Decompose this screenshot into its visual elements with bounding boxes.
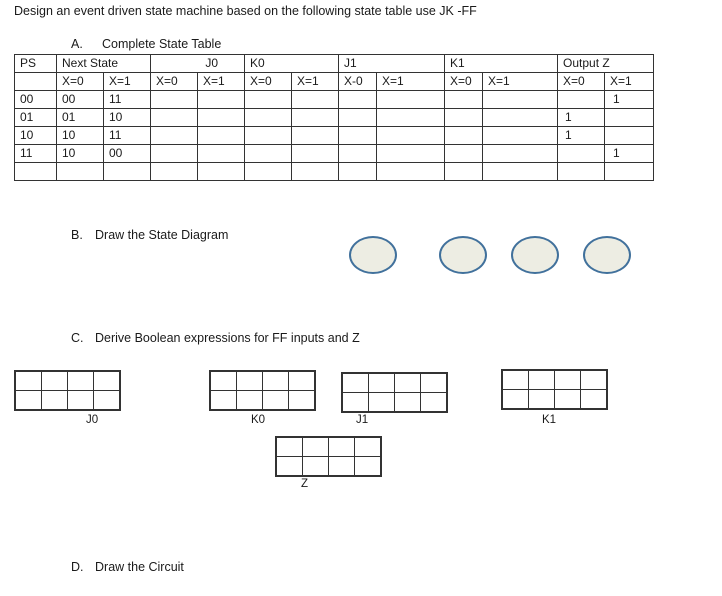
state-circle bbox=[439, 236, 487, 274]
table-cell bbox=[198, 145, 245, 163]
table-cell: 10 bbox=[15, 127, 57, 145]
table-cell bbox=[151, 91, 198, 109]
header-output-z: Output Z bbox=[558, 55, 654, 73]
table-cell bbox=[245, 91, 292, 109]
table-cell bbox=[445, 145, 483, 163]
table-cell bbox=[483, 109, 558, 127]
table-cell bbox=[339, 163, 377, 181]
state-table bbox=[14, 54, 654, 181]
table-cell bbox=[198, 91, 245, 109]
table-cell bbox=[104, 163, 151, 181]
header-cell: X=1 bbox=[605, 73, 654, 91]
table-cell: 1 bbox=[558, 127, 605, 145]
header-ps: PS bbox=[15, 55, 57, 73]
kmap-z-label: Z bbox=[301, 478, 309, 490]
table-cell bbox=[198, 127, 245, 145]
table-cell bbox=[151, 145, 198, 163]
table-cell bbox=[483, 127, 558, 145]
header-k0: K0 bbox=[245, 55, 339, 73]
section-b-heading bbox=[71, 228, 228, 242]
state-circle bbox=[349, 236, 397, 274]
table-row bbox=[15, 127, 654, 145]
table-cell: 00 bbox=[104, 145, 151, 163]
table-cell bbox=[245, 145, 292, 163]
table-cell: 01 bbox=[57, 109, 104, 127]
table-cell bbox=[292, 91, 339, 109]
table-cell: 10 bbox=[104, 109, 151, 127]
table-cell: 11 bbox=[15, 145, 57, 163]
page-title: Design an event driven state machine based on the following state table use JK -FF bbox=[14, 4, 477, 18]
kmap-z bbox=[275, 436, 382, 477]
table-header-row-1 bbox=[15, 55, 654, 73]
table-cell bbox=[198, 163, 245, 181]
kmap-k0 bbox=[209, 370, 316, 411]
table-cell bbox=[558, 145, 605, 163]
state-circle bbox=[511, 236, 559, 274]
table-cell: 1 bbox=[558, 109, 605, 127]
header-cell: X-0 bbox=[339, 73, 377, 91]
header-k1: K1 bbox=[445, 55, 558, 73]
table-cell bbox=[377, 91, 445, 109]
section-c-letter: C. bbox=[71, 331, 84, 345]
table-cell bbox=[605, 163, 654, 181]
section-a-heading bbox=[71, 37, 221, 51]
section-c-text: Derive Boolean expressions for FF inputs and Z bbox=[95, 331, 360, 345]
kmap-k1-label: K1 bbox=[542, 414, 557, 426]
table-cell bbox=[377, 163, 445, 181]
section-d-letter: D. bbox=[71, 560, 84, 574]
header-cell: X=0 bbox=[151, 73, 198, 91]
table-cell bbox=[245, 127, 292, 145]
kmap-j1 bbox=[341, 372, 448, 413]
header-next-state: Next State bbox=[57, 55, 151, 73]
table-row bbox=[15, 145, 654, 163]
section-b-text: Draw the State Diagram bbox=[95, 228, 229, 242]
table-cell bbox=[445, 109, 483, 127]
table-cell bbox=[15, 163, 57, 181]
table-cell bbox=[339, 91, 377, 109]
table-row bbox=[15, 109, 654, 127]
table-cell bbox=[292, 145, 339, 163]
table-cell bbox=[483, 145, 558, 163]
table-cell bbox=[605, 109, 654, 127]
header-cell: X=0 bbox=[445, 73, 483, 91]
state-circle bbox=[583, 236, 631, 274]
table-cell bbox=[57, 163, 104, 181]
header-cell: X=1 bbox=[292, 73, 339, 91]
header-cell: X=1 bbox=[377, 73, 445, 91]
table-cell: 10 bbox=[57, 127, 104, 145]
table-cell bbox=[445, 163, 483, 181]
table-cell bbox=[558, 163, 605, 181]
table-row bbox=[15, 163, 654, 181]
table-cell: 1 bbox=[605, 91, 654, 109]
section-a-letter: A. bbox=[71, 37, 83, 51]
table-cell: 11 bbox=[104, 91, 151, 109]
section-c-heading bbox=[71, 331, 360, 345]
table-cell bbox=[377, 109, 445, 127]
table-cell: 11 bbox=[104, 127, 151, 145]
section-a-text: Complete State Table bbox=[102, 37, 222, 51]
table-cell bbox=[339, 145, 377, 163]
table-row bbox=[15, 91, 654, 109]
kmap-k1 bbox=[501, 369, 608, 410]
table-cell bbox=[377, 145, 445, 163]
header-j1: J1 bbox=[339, 55, 445, 73]
header-cell: X=0 bbox=[558, 73, 605, 91]
table-cell bbox=[292, 127, 339, 145]
table-cell: 10 bbox=[57, 145, 104, 163]
table-cell bbox=[245, 109, 292, 127]
header-cell: X=1 bbox=[104, 73, 151, 91]
table-cell bbox=[339, 127, 377, 145]
table-cell bbox=[151, 163, 198, 181]
table-cell bbox=[445, 91, 483, 109]
table-cell bbox=[483, 91, 558, 109]
header-ps-blank bbox=[15, 73, 57, 91]
header-cell: X=1 bbox=[483, 73, 558, 91]
table-cell bbox=[558, 91, 605, 109]
kmap-j0-label: J0 bbox=[86, 414, 99, 426]
table-cell: 1 bbox=[605, 145, 654, 163]
header-cell: X=0 bbox=[245, 73, 292, 91]
table-cell bbox=[483, 163, 558, 181]
section-d-text: Draw the Circuit bbox=[95, 560, 184, 574]
table-cell bbox=[245, 163, 292, 181]
table-cell bbox=[377, 127, 445, 145]
kmap-k0-label: K0 bbox=[251, 414, 266, 426]
table-cell: 00 bbox=[15, 91, 57, 109]
table-header-row-2 bbox=[15, 73, 654, 91]
table-cell: 00 bbox=[57, 91, 104, 109]
header-j0: J0 bbox=[151, 55, 245, 73]
header-cell: X=1 bbox=[198, 73, 245, 91]
table-cell bbox=[198, 109, 245, 127]
kmap-j1-label: J1 bbox=[356, 414, 369, 426]
section-b-letter: B. bbox=[71, 228, 83, 242]
table-cell bbox=[339, 109, 377, 127]
table-cell bbox=[151, 109, 198, 127]
table-cell bbox=[605, 127, 654, 145]
kmap-j0 bbox=[14, 370, 121, 411]
table-cell: 01 bbox=[15, 109, 57, 127]
table-cell bbox=[292, 163, 339, 181]
section-d-heading bbox=[71, 560, 184, 574]
header-cell: X=0 bbox=[57, 73, 104, 91]
table-cell bbox=[151, 127, 198, 145]
table-cell bbox=[445, 127, 483, 145]
table-cell bbox=[292, 109, 339, 127]
